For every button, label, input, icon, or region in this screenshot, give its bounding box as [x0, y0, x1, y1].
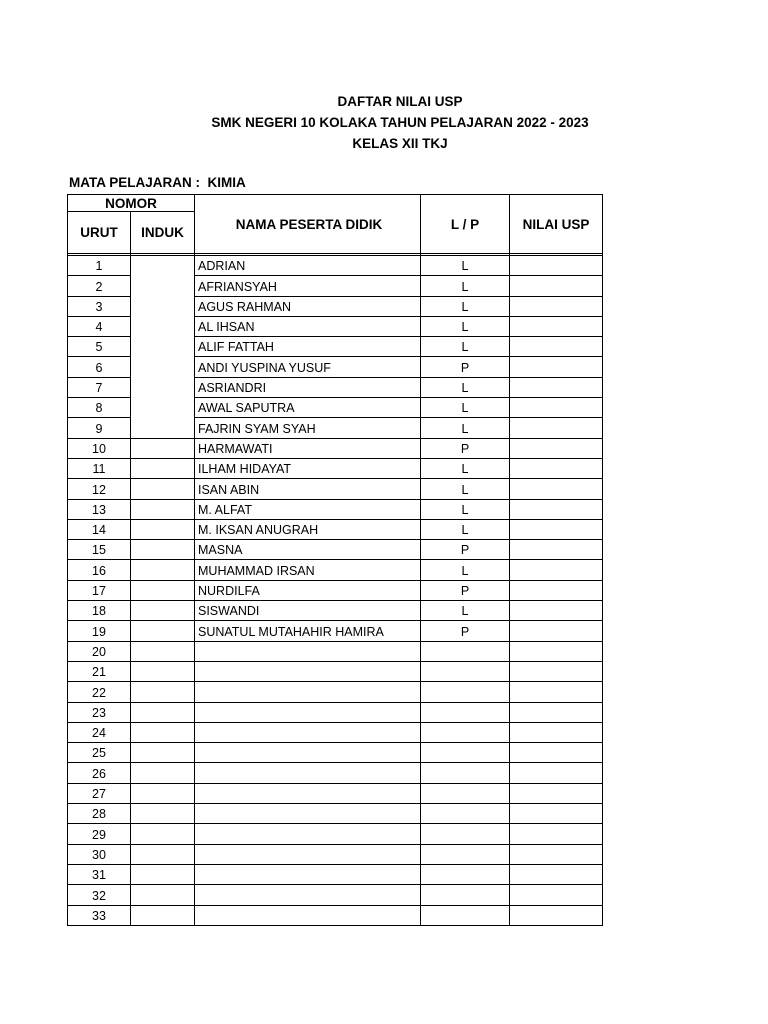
cell-nilai — [510, 499, 603, 519]
cell-nama: M. ALFAT — [195, 499, 421, 519]
cell-nama: FAJRIN SYAM SYAH — [195, 418, 421, 438]
cell-nama — [195, 641, 421, 661]
cell-nilai — [510, 844, 603, 864]
cell-nama: AL IHSAN — [195, 316, 421, 336]
table-row — [68, 824, 603, 844]
cell-nama: ANDI YUSPINA YUSUF — [195, 357, 421, 377]
cell-nilai — [510, 316, 603, 336]
cell-lp — [421, 905, 510, 925]
cell-nama — [195, 864, 421, 884]
cell-induk — [131, 783, 195, 803]
cell-nilai — [510, 398, 603, 418]
cell-nilai — [510, 682, 603, 702]
table-row — [68, 864, 603, 884]
cell-induk — [131, 763, 195, 783]
cell-urut: 1 — [68, 256, 131, 276]
cell-induk — [131, 580, 195, 600]
cell-nilai — [510, 337, 603, 357]
table-row — [68, 885, 603, 905]
cell-nama — [195, 885, 421, 905]
class-title: KELAS XII TKJ — [352, 136, 448, 151]
cell-lp: L — [421, 601, 510, 621]
cell-lp: L — [421, 337, 510, 357]
cell-nilai — [510, 519, 603, 539]
cell-urut: 12 — [68, 479, 131, 499]
document-title: DAFTAR NILAI USP — [337, 94, 463, 109]
cell-nama: ILHAM HIDAYAT — [195, 458, 421, 478]
header-nilai: NILAI USP — [510, 195, 603, 254]
cell-urut: 22 — [68, 682, 131, 702]
table-row — [68, 702, 603, 722]
cell-nilai — [510, 621, 603, 641]
cell-urut: 2 — [68, 276, 131, 296]
cell-nama: ALIF FATTAH — [195, 337, 421, 357]
cell-urut: 4 — [68, 316, 131, 336]
header-induk: INDUK — [131, 212, 195, 254]
cell-lp — [421, 844, 510, 864]
table-row — [68, 519, 603, 539]
cell-urut: 31 — [68, 864, 131, 884]
cell-nama: ISAN ABIN — [195, 479, 421, 499]
cell-urut: 27 — [68, 783, 131, 803]
subject-label: MATA PELAJARAN : KIMIA — [69, 175, 246, 190]
cell-lp: L — [421, 560, 510, 580]
cell-nilai — [510, 580, 603, 600]
cell-induk — [131, 885, 195, 905]
cell-lp: P — [421, 580, 510, 600]
cell-nama: ADRIAN — [195, 256, 421, 276]
cell-induk-merged — [131, 256, 195, 439]
cell-lp: P — [421, 621, 510, 641]
cell-urut: 28 — [68, 804, 131, 824]
cell-nama: AGUS RAHMAN — [195, 296, 421, 316]
table-row — [68, 479, 603, 499]
cell-lp — [421, 783, 510, 803]
cell-induk — [131, 702, 195, 722]
cell-urut: 16 — [68, 560, 131, 580]
cell-lp: P — [421, 438, 510, 458]
table-row — [68, 844, 603, 864]
table-row — [68, 580, 603, 600]
cell-induk — [131, 499, 195, 519]
cell-lp: P — [421, 357, 510, 377]
cell-nama: M. IKSAN ANUGRAH — [195, 519, 421, 539]
cell-urut: 10 — [68, 438, 131, 458]
cell-urut: 11 — [68, 458, 131, 478]
cell-nama: AWAL SAPUTRA — [195, 398, 421, 418]
cell-nama — [195, 783, 421, 803]
table-row — [68, 763, 603, 783]
cell-urut: 6 — [68, 357, 131, 377]
cell-nilai — [510, 641, 603, 661]
cell-lp — [421, 743, 510, 763]
school-title: SMK NEGERI 10 KOLAKA TAHUN PELAJARAN 2022 - 2023 — [211, 115, 589, 130]
table-row — [68, 804, 603, 824]
cell-nama: SUNATUL MUTAHAHIR HAMIRA — [195, 621, 421, 641]
cell-induk — [131, 479, 195, 499]
cell-nilai — [510, 540, 603, 560]
table-row — [68, 458, 603, 478]
cell-nilai — [510, 276, 603, 296]
cell-urut: 18 — [68, 601, 131, 621]
cell-induk — [131, 519, 195, 539]
cell-lp: L — [421, 377, 510, 397]
cell-lp — [421, 864, 510, 884]
cell-urut: 13 — [68, 499, 131, 519]
cell-nama — [195, 804, 421, 824]
cell-urut: 14 — [68, 519, 131, 539]
cell-urut: 21 — [68, 661, 131, 681]
cell-urut: 5 — [68, 337, 131, 357]
cell-urut: 15 — [68, 540, 131, 560]
cell-nilai — [510, 357, 603, 377]
cell-induk — [131, 540, 195, 560]
cell-nama: SISWANDI — [195, 601, 421, 621]
cell-lp: L — [421, 316, 510, 336]
cell-lp — [421, 661, 510, 681]
cell-urut: 23 — [68, 702, 131, 722]
cell-urut: 24 — [68, 722, 131, 742]
cell-lp — [421, 641, 510, 661]
cell-lp: L — [421, 418, 510, 438]
cell-urut: 26 — [68, 763, 131, 783]
cell-nama — [195, 905, 421, 925]
cell-induk — [131, 438, 195, 458]
cell-lp: L — [421, 499, 510, 519]
cell-nilai — [510, 296, 603, 316]
cell-induk — [131, 804, 195, 824]
cell-nama: HARMAWATI — [195, 438, 421, 458]
cell-lp: L — [421, 256, 510, 276]
cell-nama — [195, 824, 421, 844]
cell-nama — [195, 763, 421, 783]
cell-nama — [195, 661, 421, 681]
cell-lp: L — [421, 479, 510, 499]
cell-nama: NURDILFA — [195, 580, 421, 600]
cell-nilai — [510, 763, 603, 783]
cell-urut: 30 — [68, 844, 131, 864]
table-row — [68, 641, 603, 661]
cell-urut: 29 — [68, 824, 131, 844]
table-row — [68, 905, 603, 925]
cell-nilai — [510, 377, 603, 397]
cell-nama — [195, 844, 421, 864]
cell-urut: 32 — [68, 885, 131, 905]
cell-nilai — [510, 256, 603, 276]
cell-induk — [131, 844, 195, 864]
cell-lp: L — [421, 519, 510, 539]
cell-lp — [421, 682, 510, 702]
cell-nama: MUHAMMAD IRSAN — [195, 560, 421, 580]
cell-induk — [131, 560, 195, 580]
cell-lp: L — [421, 458, 510, 478]
header-nomor: NOMOR — [68, 195, 195, 212]
cell-nilai — [510, 661, 603, 681]
cell-lp: L — [421, 296, 510, 316]
table-row — [68, 661, 603, 681]
table-row — [68, 743, 603, 763]
cell-urut: 17 — [68, 580, 131, 600]
cell-lp — [421, 824, 510, 844]
cell-nama — [195, 682, 421, 702]
cell-lp: L — [421, 276, 510, 296]
table-row — [68, 783, 603, 803]
cell-induk — [131, 601, 195, 621]
table-row — [68, 722, 603, 742]
cell-urut: 9 — [68, 418, 131, 438]
cell-nilai — [510, 743, 603, 763]
cell-nilai — [510, 804, 603, 824]
table-row — [68, 601, 603, 621]
cell-nama: MASNA — [195, 540, 421, 560]
cell-lp: P — [421, 540, 510, 560]
grade-table — [67, 194, 603, 926]
table-row — [68, 438, 603, 458]
cell-induk — [131, 682, 195, 702]
table-row — [68, 540, 603, 560]
cell-nama — [195, 702, 421, 722]
cell-nilai — [510, 905, 603, 925]
cell-nilai — [510, 418, 603, 438]
cell-induk — [131, 824, 195, 844]
cell-induk — [131, 641, 195, 661]
table-header-row — [68, 195, 603, 212]
cell-lp — [421, 763, 510, 783]
cell-nilai — [510, 885, 603, 905]
cell-nilai — [510, 560, 603, 580]
cell-lp — [421, 885, 510, 905]
cell-nilai — [510, 438, 603, 458]
cell-nilai — [510, 722, 603, 742]
cell-urut: 8 — [68, 398, 131, 418]
cell-nama: AFRIANSYAH — [195, 276, 421, 296]
cell-nilai — [510, 824, 603, 844]
cell-urut: 33 — [68, 905, 131, 925]
cell-urut: 25 — [68, 743, 131, 763]
cell-urut: 7 — [68, 377, 131, 397]
header-lp: L / P — [421, 195, 510, 254]
cell-nilai — [510, 783, 603, 803]
cell-urut: 19 — [68, 621, 131, 641]
cell-nilai — [510, 864, 603, 884]
cell-induk — [131, 905, 195, 925]
cell-urut: 3 — [68, 296, 131, 316]
header-nama: NAMA PESERTA DIDIK — [195, 195, 421, 254]
cell-nama — [195, 722, 421, 742]
table-row — [68, 499, 603, 519]
table-row — [68, 682, 603, 702]
cell-nama: ASRIANDRI — [195, 377, 421, 397]
header-urut: URUT — [68, 212, 131, 254]
cell-lp — [421, 702, 510, 722]
cell-nilai — [510, 601, 603, 621]
cell-induk — [131, 621, 195, 641]
table-row — [68, 621, 603, 641]
cell-induk — [131, 743, 195, 763]
cell-nilai — [510, 702, 603, 722]
table-row — [68, 256, 603, 276]
cell-lp — [421, 804, 510, 824]
cell-induk — [131, 661, 195, 681]
cell-nilai — [510, 479, 603, 499]
table-row — [68, 560, 603, 580]
cell-lp — [421, 722, 510, 742]
cell-induk — [131, 864, 195, 884]
cell-nilai — [510, 458, 603, 478]
cell-urut: 20 — [68, 641, 131, 661]
cell-nama — [195, 743, 421, 763]
cell-lp: L — [421, 398, 510, 418]
cell-induk — [131, 722, 195, 742]
cell-induk — [131, 458, 195, 478]
